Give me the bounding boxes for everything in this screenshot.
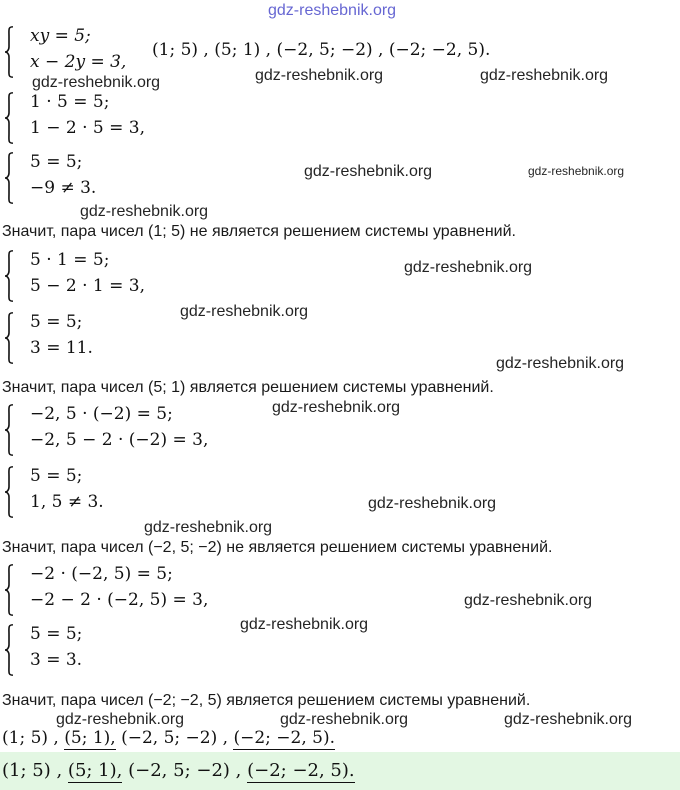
check3-conclusion: Значит, пара чисел (−2, 5; −2) не является решением системы уравнений. [2,539,553,556]
candidate-2: (5; 1) , [214,40,272,60]
check1-res-eq1: 5 = 5; [30,152,83,172]
watermark[interactable]: gdz-reshebnik.org [56,711,185,728]
answer-2: (5; 1), [67,760,123,781]
check4-substitution [4,564,244,616]
answer-4: (−2; −2, 5). [247,760,355,781]
candidate-3: (−2, 5; −2) , [276,40,384,60]
brace-icon [4,564,14,616]
check2-result [4,312,144,364]
answer-line [2,760,355,781]
brace-icon [4,92,14,144]
recap-2: (5; 1), [64,728,116,748]
recap-3: (−2, 5; −2) , [121,728,229,748]
given-eq2: x − 2y = 3, [30,52,127,72]
watermark[interactable]: gdz-reshebnik.org [32,74,161,91]
answer-1: (1; 5) , [2,760,63,781]
brace-icon [4,624,14,676]
answer-bar [0,752,680,790]
recap-4: (−2; −2, 5). [233,728,335,748]
check3-sub-eq2: −2, 5 − 2 · (−2) = 3, [30,430,209,450]
brace-icon [4,466,14,518]
check4-res-eq2: 3 = 3. [30,650,83,670]
check4-conclusion: Значит, пара чисел (−2; −2, 5) является решением системы уравнений. [2,692,531,709]
check2-sub-eq2: 5 − 2 · 1 = 3, [30,276,145,296]
check1-sub-eq1: 1 · 5 = 5; [30,92,110,112]
check4-sub-eq1: −2 · (−2, 5) = 5; [30,564,173,584]
check4-res-eq1: 5 = 5; [30,624,83,644]
watermark[interactable]: gdz-reshebnik.org [272,399,401,416]
watermark[interactable]: gdz-reshebnik.org [504,711,633,728]
check2-substitution [4,250,184,302]
watermark[interactable]: gdz-reshebnik.org [404,259,533,276]
check3-res-eq2: 1, 5 ≠ 3. [30,492,104,512]
check2-res-eq1: 5 = 5; [30,312,83,332]
brace-icon [4,250,14,302]
watermark[interactable]: gdz-reshebnik.org [255,67,384,84]
check1-conclusion: Значит, пара чисел (1; 5) не является решением системы уравнений. [2,223,516,240]
check1-substitution [4,92,184,144]
watermark[interactable]: gdz-reshebnik.org [480,67,609,84]
watermark[interactable]: gdz-reshebnik.org [144,519,273,536]
brace-icon [4,26,14,78]
watermark[interactable]: gdz-reshebnik.org [304,163,433,180]
check2-sub-eq1: 5 · 1 = 5; [30,250,110,270]
candidate-recap [2,728,335,748]
watermark[interactable]: gdz-reshebnik.org [240,616,369,633]
check1-res-eq2: −9 ≠ 3. [30,178,97,198]
answer-3: (−2, 5; −2) , [128,760,242,781]
check2-res-eq2: 3 = 11. [30,338,93,358]
check3-res-eq1: 5 = 5; [30,466,83,486]
candidate-list [152,40,490,60]
check4-sub-eq2: −2 − 2 · (−2, 5) = 3, [30,590,209,610]
watermark[interactable]: gdz-reshebnik.org [80,203,209,220]
check3-substitution [4,404,244,456]
check4-result [4,624,144,676]
watermark[interactable]: gdz-reshebnik.org [368,495,497,512]
check3-result [4,466,144,518]
watermark[interactable]: gdz-reshebnik.org [496,355,625,372]
watermark[interactable]: gdz-reshebnik.org [464,592,593,609]
brace-icon [4,404,14,456]
given-eq1: xy = 5; [30,26,91,46]
check1-result [4,152,144,204]
candidate-1: (1; 5) , [152,40,209,60]
watermark[interactable]: gdz-reshebnik.org [280,711,409,728]
check2-conclusion: Значит, пара чисел (5; 1) является решением системы уравнений. [2,379,494,396]
given-system [4,26,144,78]
candidate-4: (−2; −2, 5). [388,40,491,60]
check1-sub-eq2: 1 − 2 · 5 = 3, [30,118,145,138]
watermark[interactable]: gdz-reshebnik.org [180,303,309,320]
check3-sub-eq1: −2, 5 · (−2) = 5; [30,404,173,424]
watermark[interactable]: gdz-reshebnik.org [528,164,625,178]
brace-icon [4,152,14,204]
watermark-top[interactable]: gdz-reshebnik.org [268,2,397,19]
brace-icon [4,312,14,364]
recap-1: (1; 5) , [2,728,59,748]
